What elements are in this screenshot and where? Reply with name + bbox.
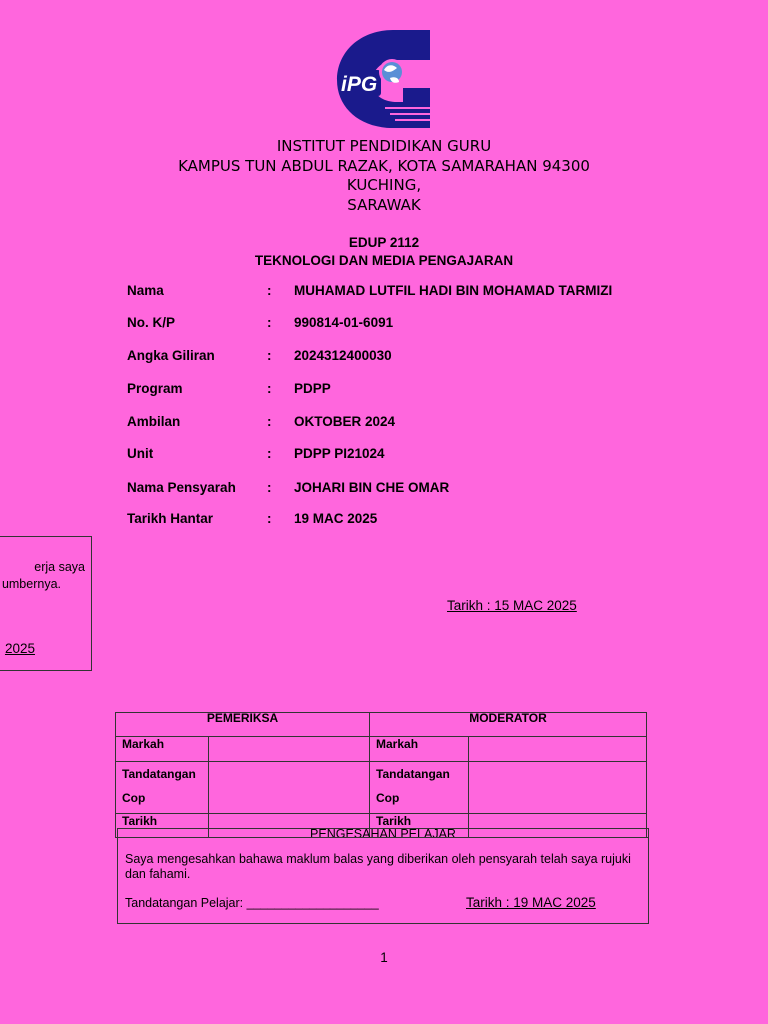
checker-signature-field[interactable] (209, 762, 370, 814)
detail-label: Nama (127, 283, 164, 298)
confirmation-title: PENGESAHAN PELAJAR (118, 828, 648, 838)
checker-markah-field[interactable] (209, 737, 370, 762)
declaration-text-line2: umbernya. (1, 577, 61, 591)
checker-markah-label: Markah (116, 737, 209, 762)
moderator-header: MODERATOR (370, 713, 647, 737)
confirmation-date: Tarikh : 19 MAC 2025 (466, 895, 596, 910)
detail-label: Unit (127, 446, 154, 461)
course-heading (0, 234, 768, 270)
detail-colon: : (267, 315, 272, 330)
moderator-markah-label: Markah (370, 737, 469, 762)
institution-state: SARAWAK (347, 195, 421, 214)
logo-text: iPG (341, 73, 378, 96)
ipg-logo (335, 30, 433, 130)
signature-label: Tandatangan (376, 767, 450, 781)
institution-campus: KAMPUS TUN ABDUL RAZAK, KOTA SAMARAHAN 94300 (178, 156, 590, 175)
detail-value: 19 MAC 2025 (294, 511, 378, 526)
course-code: EDUP 2112 (348, 235, 420, 250)
detail-colon: : (267, 283, 272, 298)
confirmation-text: Saya mengesahkan bahawa maklum balas yang diberikan oleh pensyarah telah saya rujuki dan fahami. (125, 852, 631, 881)
institution-address (0, 137, 768, 215)
course-title: TEKNOLOGI DAN MEDIA PENGAJARAN (254, 253, 514, 268)
cop-label: Cop (376, 791, 400, 805)
detail-label: Ambilan (127, 414, 181, 429)
moderator-signature-field[interactable] (469, 762, 647, 814)
detail-value: MUHAMAD LUTFIL HADI BIN MOHAMAD TARMIZI (294, 283, 613, 298)
detail-colon: : (267, 480, 272, 495)
grading-table (115, 712, 647, 838)
institution-city: KUCHING, (346, 176, 422, 194)
detail-colon: : (267, 348, 272, 363)
moderator-markah-field[interactable] (469, 737, 647, 762)
declaration-date-cropped: 2025 (4, 641, 35, 656)
institution-name: INSTITUT PENDIDIKAN GURU (276, 137, 492, 155)
detail-label: Angka Giliran (127, 348, 215, 363)
student-confirmation-box (117, 828, 649, 924)
detail-label: No. K/P (127, 315, 176, 330)
detail-label: Program (127, 381, 183, 396)
checker-tarikh-label: Tarikh (116, 814, 209, 838)
detail-value: 990814-01-6091 (294, 315, 394, 330)
detail-label: Tarikh Hantar (127, 511, 214, 526)
detail-colon: : (267, 511, 272, 526)
declaration-date: Tarikh : 15 MAC 2025 (447, 598, 577, 613)
detail-label: Nama Pensyarah (127, 480, 236, 495)
moderator-tarikh-label: Tarikh (370, 814, 469, 838)
cop-label: Cop (122, 791, 146, 805)
detail-value: OKTOBER 2024 (294, 414, 396, 429)
page-number: 1 (380, 950, 388, 965)
declaration-text-line1: erja saya (34, 560, 85, 574)
detail-colon: : (267, 446, 272, 461)
detail-colon: : (267, 414, 272, 429)
student-signature-line: Tandatangan Pelajar: ___________________ (125, 896, 379, 910)
checker-signature-label (116, 762, 209, 814)
checker-header: PEMERIKSA (116, 713, 370, 737)
detail-value: 2024312400030 (294, 348, 392, 363)
moderator-signature-label (370, 762, 469, 814)
detail-value: JOHARI BIN CHE OMAR (294, 480, 450, 495)
detail-value: PDPP (294, 381, 331, 396)
signature-label: Tandatangan (122, 767, 196, 781)
detail-value: PDPP PI21024 (294, 446, 385, 461)
detail-colon: : (267, 381, 272, 396)
declaration-box-cropped (0, 536, 92, 671)
